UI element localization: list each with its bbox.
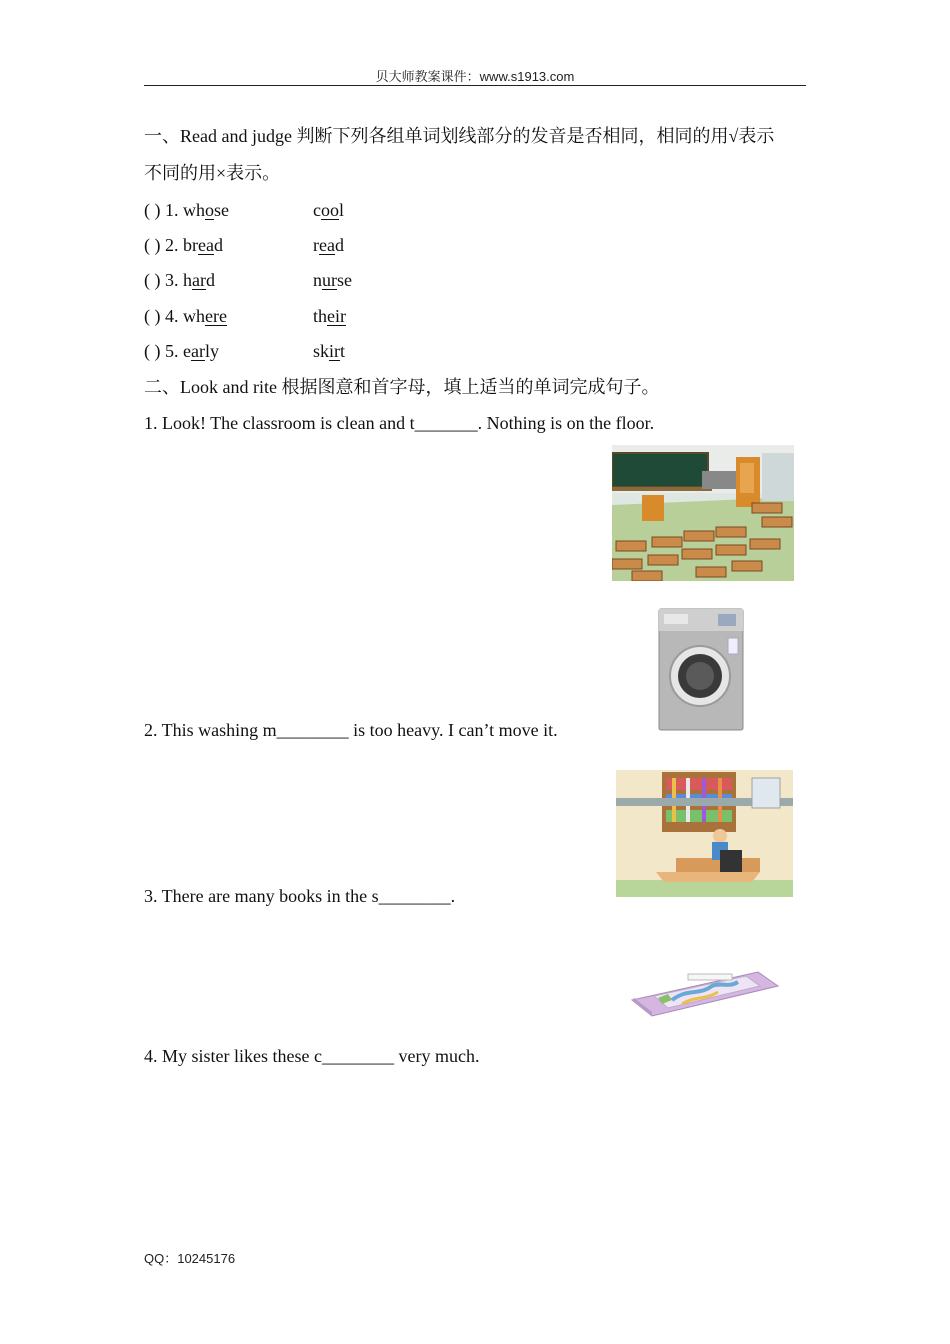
word-part: se <box>214 200 229 220</box>
underlined-part: ar <box>192 270 206 290</box>
classroom-picture <box>612 445 794 581</box>
compare-word: skirt <box>313 341 346 361</box>
compare-word: cool <box>313 200 345 220</box>
page-footer: QQ：10245176 <box>144 1251 236 1266</box>
word-part: wh <box>183 200 205 220</box>
question-3: 3. There are many books in the s________. <box>144 886 456 906</box>
word-part: d <box>205 270 215 290</box>
word-part: h <box>183 270 192 290</box>
item-number: ( ) 5. <box>144 341 183 361</box>
word-part: d <box>213 235 223 255</box>
phonics-item-5 <box>144 339 544 363</box>
underlined-part: ere <box>205 306 227 326</box>
word-part: wh <box>183 306 205 326</box>
compare-word: their <box>313 306 346 326</box>
compare-word: nurse <box>313 270 352 290</box>
washing-machine-picture <box>658 608 744 732</box>
phonics-item-1 <box>144 198 544 222</box>
page-header: 贝大师教案课件：www.s1913.com <box>375 69 575 84</box>
word-part: ly <box>204 341 219 361</box>
underlined-part: o <box>205 200 214 220</box>
section1-title-line2: 不同的用×表示。 <box>144 163 281 183</box>
section1-title-line1: 一、Read and judge 判断下列各组单词划线部分的发音是否相同，相同的用√表示 <box>144 126 775 146</box>
phonics-item-4 <box>144 304 544 328</box>
word-part: br <box>183 235 198 255</box>
item-number: ( ) 1. <box>144 200 183 220</box>
question-4: 4. My sister likes these c________ very much. <box>144 1046 480 1066</box>
question-2: 2. This washing m________ is too heavy. I can’t move it. <box>144 720 558 740</box>
underlined-part: ea <box>198 235 214 255</box>
phonics-item-3 <box>144 268 544 292</box>
item-number: ( ) 2. <box>144 235 183 255</box>
item-number: ( ) 4. <box>144 306 183 326</box>
section2-title: 二、Look and rite 根据图意和首字母，填上适当的单词完成句子。 <box>144 377 660 397</box>
phonics-item-2 <box>144 233 544 257</box>
word-part: e <box>183 341 191 361</box>
underlined-part: ar <box>191 341 205 361</box>
crayons-picture <box>628 966 780 1018</box>
question-1: 1. Look! The classroom is clean and t_______. Nothing is on the floor. <box>144 413 655 433</box>
header-rule <box>144 85 806 86</box>
library-picture <box>616 770 793 897</box>
item-number: ( ) 3. <box>144 270 183 290</box>
compare-word: read <box>313 235 344 255</box>
